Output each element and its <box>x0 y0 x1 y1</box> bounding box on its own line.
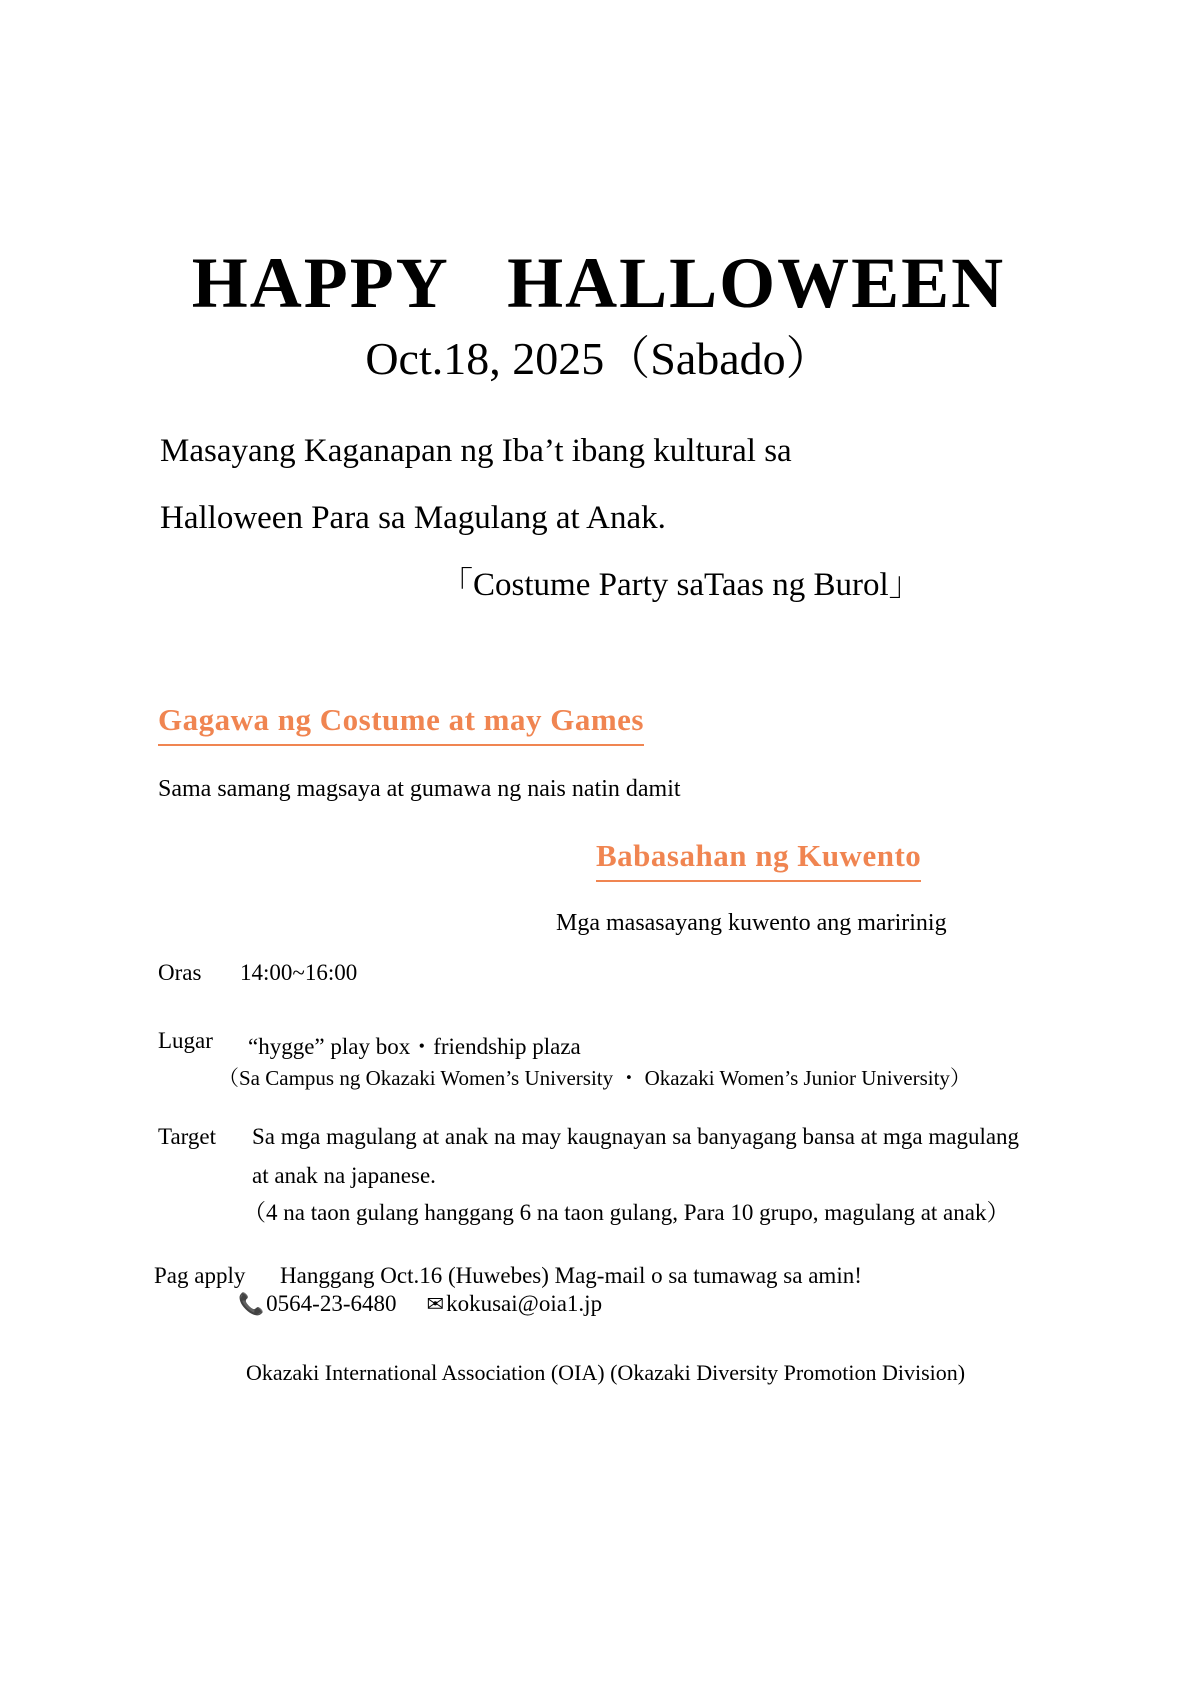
place-value-secondary: （Sa Campus ng Okazaki Women’s University ・ Okazaki Women’s Junior University） <box>218 1066 971 1090</box>
time-label: Oras <box>158 960 202 985</box>
target-value-line-2: at anak na japanese. <box>252 1163 436 1188</box>
phone-icon: 📞 <box>238 1291 265 1316</box>
place-label: Lugar <box>158 1028 213 1053</box>
mail-icon: ✉ <box>426 1291 445 1316</box>
target-value: Sa mga magulang at anak na may kaugnayan sa banyagang bansa at mga magulang <box>252 1124 1020 1149</box>
intro-line-2: Halloween Para sa Magulang at Anak. <box>160 500 666 536</box>
time-value: 14:00~16:00 <box>240 960 358 985</box>
intro-line-3: 「Costume Party saTaas ng Burol」 <box>440 567 922 603</box>
contact-email[interactable]: kokusai@oia1.jp <box>446 1291 603 1316</box>
intro-line-1: Masayang Kaganapan ng Iba’t ibang kultural sa <box>160 433 792 469</box>
event-date: Oct.18, 2025（Sabado） <box>365 333 832 384</box>
page-title: HAPPY HALLOWEEN <box>191 243 1006 324</box>
section-heading-costume: Gagawa ng Costume at may Games <box>158 702 644 746</box>
section-text-costume: Sama samang magsaya at gumawa ng nais natin damit <box>158 776 681 802</box>
apply-value: Hanggang Oct.16 (Huwebes) Mag-mail o sa tumawag sa amin! <box>280 1263 862 1288</box>
section-text-story: Mga masasayang kuwento ang maririnig <box>556 910 947 936</box>
target-value-line-3: （4 na taon gulang hanggang 6 na taon gulang, Para 10 grupo, magulang at anak） <box>243 1200 1010 1225</box>
organizer-footer: Okazaki International Association (OIA) (Okazaki Diversity Promotion Division) <box>246 1360 966 1385</box>
apply-label: Pag apply <box>154 1263 246 1288</box>
contact-line <box>238 1291 602 1317</box>
target-label: Target <box>158 1124 216 1149</box>
section-heading-story: Babasahan ng Kuwento <box>596 838 921 882</box>
contact-phone[interactable]: 0564-23-6480 <box>266 1291 397 1316</box>
place-value: “hygge” play box・friendship plaza <box>248 1034 581 1059</box>
